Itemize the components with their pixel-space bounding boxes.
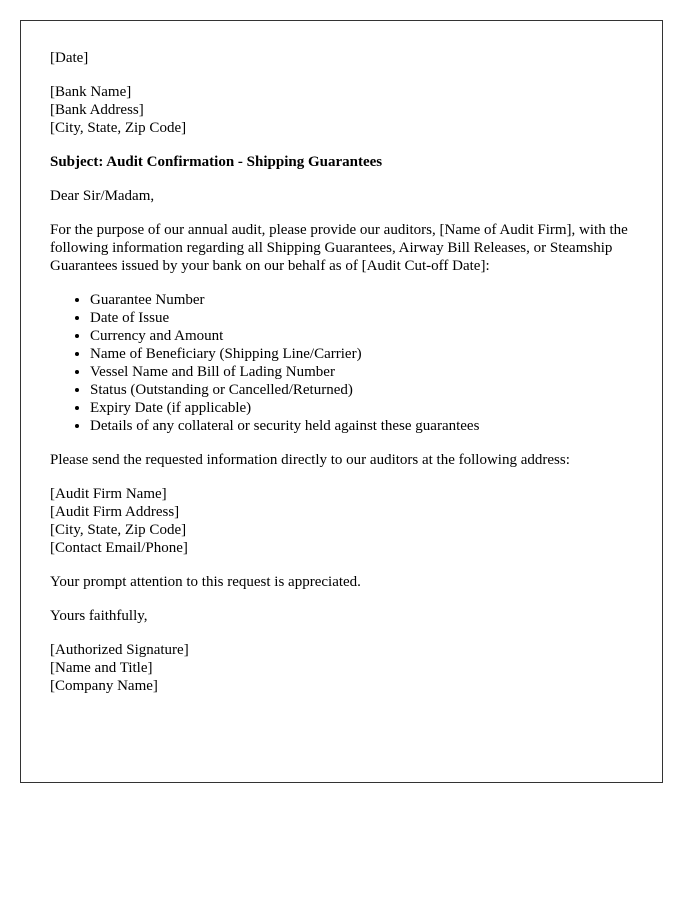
date: [Date] (50, 50, 89, 66)
bank-city: [City, State, Zip Code] (50, 120, 187, 136)
list-item: • Currency and Amount (90, 327, 633, 345)
list-item: • Vessel Name and Bill of Lading Number (90, 363, 633, 381)
closing-note: Your prompt attention to this request is appreciated. (50, 574, 361, 590)
intro-paragraph: For the purpose of our annual audit, please provide our auditors, [Name of Audit Firm], with the following information regarding all Shipping Guarantees, Airway Bill Releases, or Steamship Guarantees issued by your bank on our behalf as of [Audit Cut-off Date]: (50, 222, 628, 274)
signature-block (50, 641, 633, 695)
bank-address-block (50, 83, 633, 137)
auditor-contact: [Contact Email/Phone] (50, 540, 188, 556)
requested-info-list (50, 291, 633, 435)
bank-name: [Bank Name] (50, 84, 132, 100)
company-name: [Company Name] (50, 678, 158, 694)
list-item: • Guarantee Number (90, 291, 633, 309)
signer-name-title: [Name and Title] (50, 660, 153, 676)
list-item: • Name of Beneficiary (Shipping Line/Carrier) (90, 345, 633, 363)
subject-line: Subject: Audit Confirmation - Shipping Guarantees (50, 154, 383, 170)
list-item: • Status (Outstanding or Cancelled/Returned) (90, 381, 633, 399)
list-item: • Expiry Date (if applicable) (90, 399, 633, 417)
auditor-address: [Audit Firm Address] (50, 504, 180, 520)
send-request-paragraph: Please send the requested information directly to our auditors at the following address: (50, 452, 570, 468)
signature: [Authorized Signature] (50, 642, 189, 658)
salutation: Dear Sir/Madam, (50, 188, 155, 204)
closing: Yours faithfully, (50, 608, 148, 624)
auditor-name: [Audit Firm Name] (50, 486, 167, 502)
auditor-address-block (50, 485, 633, 557)
auditor-city: [City, State, Zip Code] (50, 522, 187, 538)
list-item: • Date of Issue (90, 309, 633, 327)
list-item: • Details of any collateral or security held against these guarantees (90, 417, 633, 435)
bank-address: [Bank Address] (50, 102, 144, 118)
letter (20, 20, 663, 783)
